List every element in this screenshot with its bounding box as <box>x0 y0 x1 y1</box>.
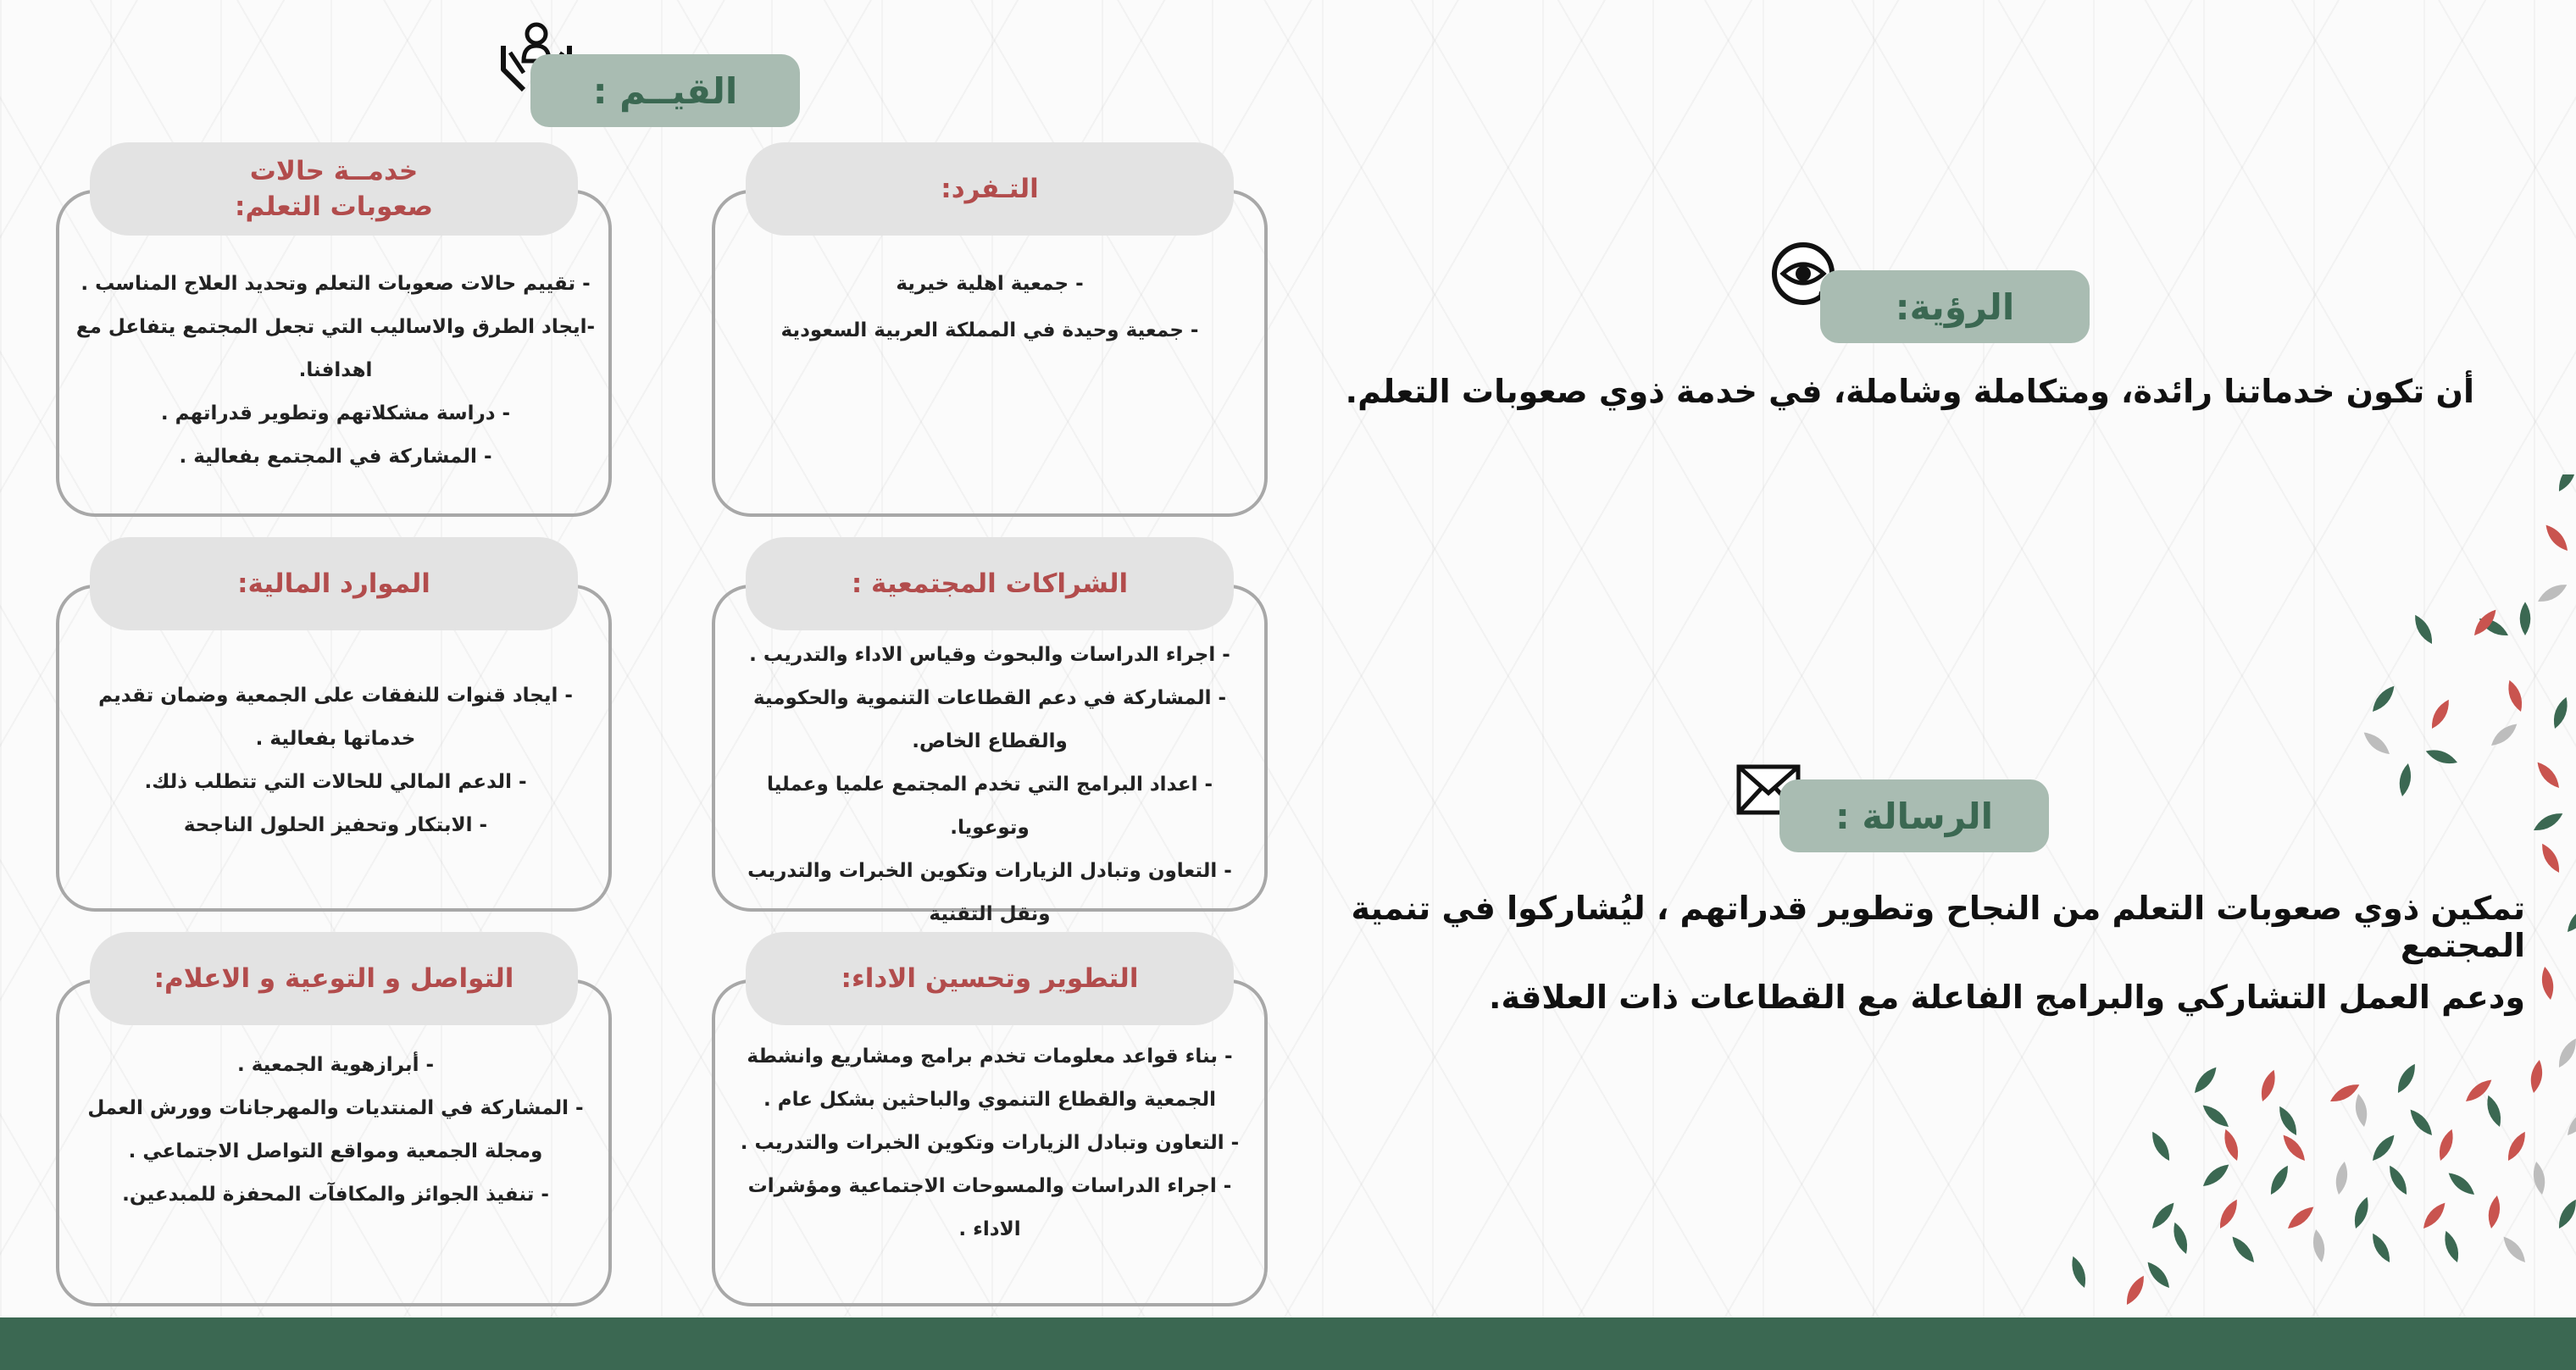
list-item: - دراسة مشكلاتهم وتطوير قدراتهم . <box>160 402 511 424</box>
leaf-shape <box>2361 729 2393 758</box>
value-card-uniqueness-body <box>746 263 1234 347</box>
value-card-communication-body <box>73 1044 598 1217</box>
leaf-shape <box>2353 1093 2369 1128</box>
vision-text: أن تكون خدماتنا رائدة، ومتكاملة وشاملة، في خدمة ذوي صعوبات التعلم. <box>1345 373 2474 410</box>
leaf-shape <box>2394 1062 2420 1096</box>
list-item: - اعداد البرامج التي تخدم المجتمع علميا وعمليا وتوعويا. <box>766 774 1213 839</box>
leaf-shape <box>2550 696 2571 731</box>
leaf-shape <box>2257 1068 2279 1104</box>
leaf-shape <box>2531 1161 2547 1195</box>
leaf-shape <box>2068 1255 2090 1290</box>
list-item: - بناء قواعد معلومات تخدم برامج ومشاريع وانشطة الجمعية والقطاع التنموي والباحثين بشكل عام . <box>747 1046 1233 1111</box>
mission-title: الرسالة : <box>1835 795 1994 837</box>
leaf-shape <box>2200 1101 2232 1131</box>
leaf-shape <box>2311 1229 2327 1263</box>
value-card-uniqueness <box>712 190 1268 517</box>
list-item: - تنفيذ الجوائز والمكافآت المحفزة للمبدعين. <box>122 1184 549 1206</box>
leaf-shape <box>2407 1107 2436 1139</box>
leaf-shape <box>2540 966 2556 1001</box>
value-card-partnerships-body <box>727 634 1252 936</box>
leaf-shape <box>2538 841 2564 876</box>
leaf-shape <box>2216 1197 2242 1232</box>
leaf-shape <box>2441 1229 2462 1265</box>
vision-title-pill <box>1820 270 2090 343</box>
leaf-shape <box>2555 474 2576 494</box>
bottom-bar <box>0 1317 2576 1370</box>
leaf-shape <box>2435 1128 2457 1163</box>
list-item: - أبرازهوية الجمعية . <box>236 1054 435 1076</box>
leaf-shape <box>2563 1107 2576 1139</box>
leaf-shape <box>2200 1161 2232 1190</box>
leaf-shape <box>2411 613 2437 647</box>
list-item: - المشاركة في المجتمع بفعالية . <box>179 446 492 468</box>
leaf-shape <box>2484 1094 2505 1129</box>
list-item: - اجراء الدراسات والمسوحات الاجتماعية ومؤشرات الاداء . <box>747 1175 1232 1240</box>
list-item: - اجراء الدراسات والبحوث وقياس الاداء والتدريب . <box>749 644 1230 666</box>
value-card-financial-title: الموارد المالية: <box>90 537 578 630</box>
list-item: - التعاون وتبادل الزيارات وتكوين الخبرات والتدريب ونقل التقنية <box>747 860 1232 925</box>
leaf-shape <box>2334 1161 2350 1195</box>
leaf-shape <box>2446 1169 2478 1199</box>
leaf-shape <box>2555 1197 2576 1232</box>
value-card-partnerships-title: الشراكات المجتمعية : <box>746 537 1234 630</box>
leaf-shape <box>2279 1132 2309 1164</box>
leaf-shape <box>2229 1234 2258 1266</box>
list-item: - الابتكار وتحفيز الحلول الناجحة <box>183 814 488 836</box>
leaf-shape <box>2555 1036 2576 1071</box>
value-card-ld-service-title: خدمــة حالات صعوبات التعلم: <box>90 142 578 236</box>
values-title: القيــم : <box>592 69 738 112</box>
value-card-communication-title: التواصل و التوعية و الاعلام: <box>90 932 578 1025</box>
list-item: - ايجاد قنوات للنفقات على الجمعية وضمان تقديم خدماتها بفعالية . <box>98 685 573 750</box>
list-item: - الدعم المالي للحالات التي تتطلب ذلك. <box>144 771 527 793</box>
leaf-shape <box>2534 759 2563 791</box>
list-item: - جمعية وحيدة في المملكة العربية السعودية <box>780 319 1199 341</box>
value-card-uniqueness-title: التـفرد: <box>746 142 1234 236</box>
leaf-shape <box>2520 602 2531 635</box>
leaf-shape <box>2563 903 2576 935</box>
mission-line-2: ودعم العمل التشاركي والبرامج الفاعلة مع القطاعات ذات العلاقة. <box>1489 979 2525 1016</box>
value-card-development-title: التطوير وتحسين الاداء: <box>746 932 1234 1025</box>
leaf-shape <box>2505 679 2526 714</box>
leaf-shape <box>2144 1259 2174 1291</box>
leaf-shape <box>2123 1273 2149 1308</box>
value-card-development-body <box>727 1035 1252 1251</box>
list-item: - تقييم حالات صعوبات التعلم وتحديد العلاج المناسب . <box>80 273 591 295</box>
value-card-financial-body <box>73 674 598 847</box>
list-item: - المشاركة في دعم القطاعات التنموية والحكومية والقطاع الخاص. <box>752 687 1227 752</box>
leaf-shape <box>2285 1203 2317 1233</box>
list-item: - التعاون وتبادل الزيارات وتكوين الخبرات والتدريب . <box>740 1132 1240 1154</box>
value-card-ld-service-body <box>68 263 603 479</box>
leaf-shape <box>2368 683 2398 715</box>
leaf-shape <box>2535 580 2570 607</box>
values-title-pill <box>530 54 800 127</box>
leaf-shape <box>2419 1200 2449 1232</box>
leaf-shape <box>2190 1064 2220 1096</box>
leaf-shape <box>2529 1059 2545 1094</box>
leaf-shape <box>2351 1195 2372 1231</box>
leaf-shape <box>2542 522 2572 554</box>
leaf-shape <box>2397 763 2413 797</box>
list-item: - المشاركة في المنتديات والمهرجانات وورش العمل ومجلة الجمعية ومواقع التواصل الاجتماعي . <box>87 1097 584 1162</box>
leaf-shape <box>2170 1221 2191 1256</box>
leaf-shape <box>2428 697 2454 732</box>
leaf-shape <box>2275 1104 2301 1139</box>
leaf-shape <box>2148 1200 2178 1232</box>
leaf-shape <box>2424 746 2460 768</box>
list-item: -ايجاد الطرق والاساليب التي تجعل المجتمع يتفاعل مع اهدافنا. <box>75 316 596 381</box>
leaf-shape <box>2531 809 2566 835</box>
leaf-shape <box>2148 1129 2174 1164</box>
leaf-shape <box>2267 1163 2293 1198</box>
leaf-shape <box>2385 1163 2412 1198</box>
leaf-shape <box>2488 720 2520 750</box>
leaf-shape <box>2368 1231 2395 1266</box>
leaf-shape <box>2504 1129 2530 1164</box>
vision-title: الرؤية: <box>1895 286 2015 328</box>
leaf-shape <box>2486 1195 2502 1229</box>
leaf-pattern-icon <box>1915 474 2576 1322</box>
leaf-shape <box>2221 1128 2242 1163</box>
mission-line-1: تمكين ذوي صعوبات التعلم من النجاح وتطوير قدراتهم ، ليُشاركوا في تنمية المجتمع <box>1351 890 2525 964</box>
leaf-shape <box>2368 1132 2398 1164</box>
list-item: - جمعية اهلية خيرية <box>896 273 1084 295</box>
leaf-shape <box>2500 1234 2529 1266</box>
